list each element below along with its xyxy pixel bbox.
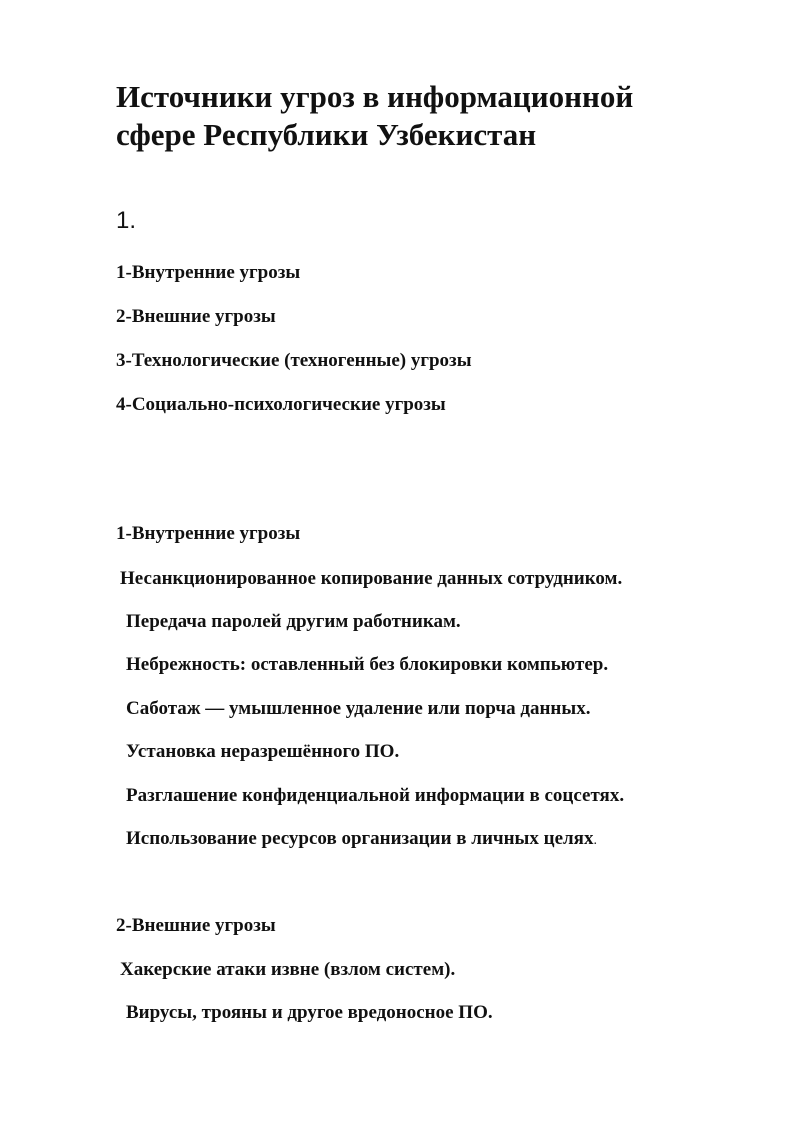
internal-threat-item: Несанкционированное копирование данных сотрудником. [120, 568, 623, 589]
internal-threat-item-last [126, 827, 597, 853]
internal-threat-item: Передача паролей другим работникам. [126, 611, 461, 632]
section-heading-external: 2-Внешние угрозы [116, 915, 276, 936]
trailing-period: . [593, 833, 597, 848]
contents-item-internal: 1-Внутренние угрозы [116, 262, 301, 283]
contents-item-external: 2-Внешние угрозы [116, 306, 276, 327]
contents-item-social: 4-Социально-психологические угрозы [116, 394, 446, 415]
external-threat-item: Хакерские атаки извне (взлом систем). [120, 959, 456, 980]
internal-threat-item: Установка неразрешённого ПО. [126, 741, 400, 762]
internal-threat-item: Небрежность: оставленный без блокировки компьютер. [126, 654, 609, 675]
document-title: Источники угроз в информационной сфере Республики Узбекистан [116, 79, 634, 152]
number-marker: 1. [116, 207, 137, 234]
external-threat-item: Вирусы, трояны и другое вредоносное ПО. [126, 1002, 493, 1023]
internal-threat-item: Разглашение конфиденциальной информации в соцсетях. [126, 785, 625, 806]
internal-threat-item: Саботаж — умышленное удаление или порча данных. [126, 698, 591, 719]
section-heading-internal: 1-Внутренние угрозы [116, 523, 301, 544]
contents-item-technological: 3-Технологические (техногенные) угрозы [116, 350, 472, 371]
internal-threat-item-text: Использование ресурсов организации в личных целях [126, 828, 594, 849]
